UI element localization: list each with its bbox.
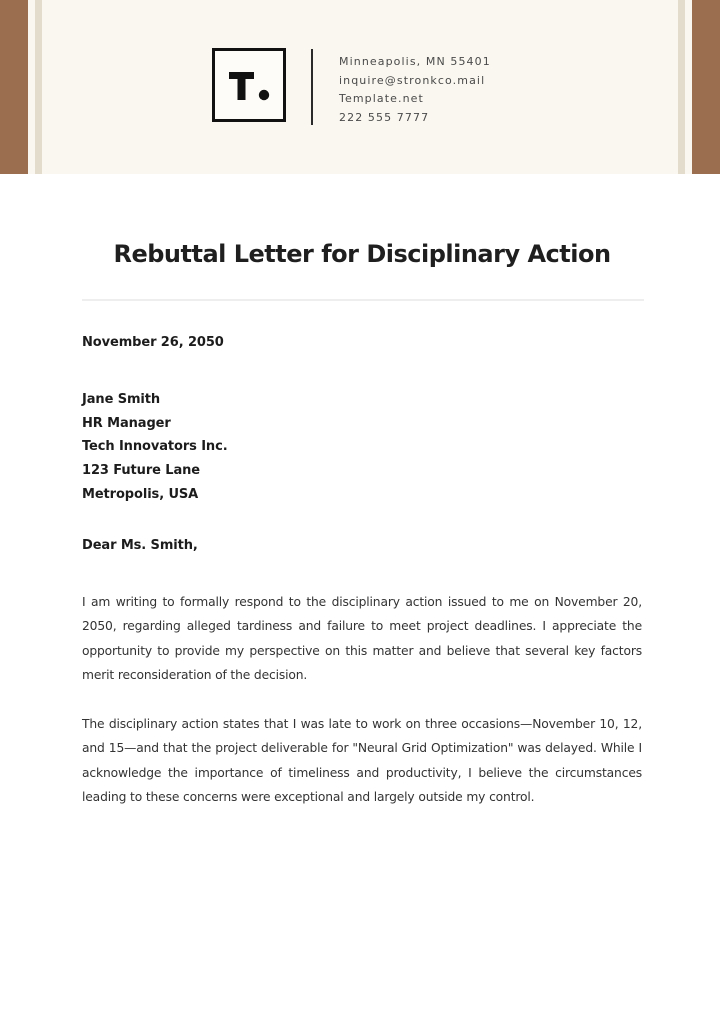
- recipient-block: [82, 388, 228, 507]
- company-logo: [212, 48, 286, 122]
- contact-block: [339, 53, 491, 127]
- salutation: Dear Ms. Smith,: [82, 538, 198, 553]
- logo-t-mark-icon: [215, 51, 283, 119]
- recipient-city: Metropolis, USA: [82, 486, 199, 502]
- recipient-position: HR Manager: [82, 415, 171, 431]
- contact-phone: 222 555 7777: [339, 110, 430, 124]
- body-paragraph-2: The disciplinary action states that I was late to work on three occasions—November 10, 12, and 15—and that the project deliverable for "Neural Grid Optimization" was delayed. While I acknowledge the importance of timeliness and productivity, I believe the circumstances leading to these concerns were exceptional and largely outside my control.: [82, 717, 642, 804]
- header-divider: [311, 49, 313, 125]
- left-brown-stripe: [0, 0, 28, 174]
- recipient-name: Jane Smith: [82, 392, 161, 407]
- left-light-stripe: [35, 0, 42, 174]
- recipient-street: 123 Future Lane: [82, 463, 201, 479]
- letter-title: Rebuttal Letter for Disciplinary Action: [113, 240, 611, 268]
- right-brown-stripe: [692, 0, 720, 174]
- body-paragraph-1: I am writing to formally respond to the disciplinary action issued to me on November 20, 2050, regarding alleged tardiness and failure to meet project deadlines. I appreciate the opportunity to provide my perspective on this matter and believe that several key factors merit reconsideration of the decision.: [82, 595, 642, 682]
- title-divider: [82, 299, 644, 301]
- contact-email: inquire@stronkco.mail: [339, 73, 486, 87]
- recipient-company: Tech Innovators Inc.: [82, 439, 228, 455]
- right-light-stripe: [678, 0, 685, 174]
- letter-date: November 26, 2050: [82, 335, 224, 350]
- contact-address: Minneapolis, MN 55401: [339, 55, 491, 68]
- contact-website: Template.net: [339, 92, 424, 105]
